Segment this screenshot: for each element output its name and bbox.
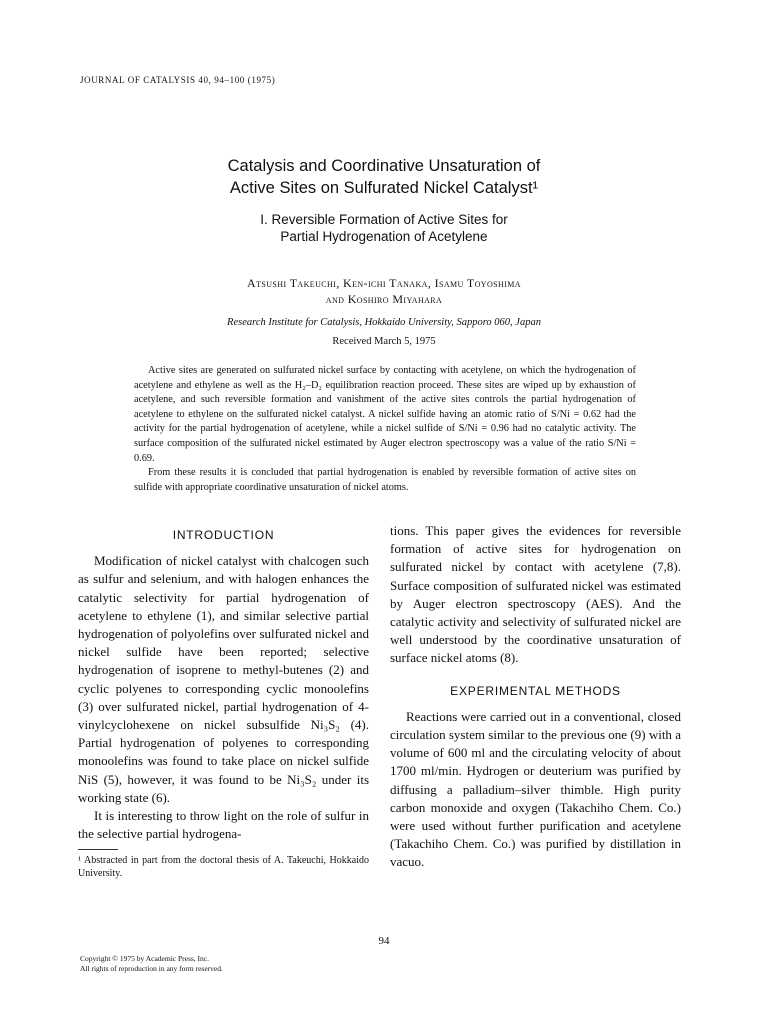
affiliation: Research Institute for Catalysis, Hokkaido University, Sapporo 060, Japan — [227, 317, 541, 328]
copyright-line-2: All rights of reproduction in any form reserved. — [80, 964, 223, 973]
journal-header: JOURNAL OF CATALYSIS 40, 94–100 (1975) — [80, 75, 276, 85]
left-column — [78, 522, 369, 880]
abstract — [134, 364, 636, 495]
footnote-divider — [78, 849, 118, 850]
title-line-1: Catalysis and Coordinative Unsaturation of — [227, 157, 541, 175]
abstract-paragraph-1: Active sites are generated on sulfurated nickel surface by contacting with acetylene, on which the hydrogenation of acetylene and ethylene as well as the H₂–D₂ equilibration reaction proceed. These sites are wiped up by exhaustion of acetylene, and such reversible formation and vanishment of the active sites controls the partial hydrogenation of acetylene to ethylene on the sulfurated nickel catalyst. A nickel sulfide having an atomic ratio of S/Ni = 0.62 had the activity for the partial hydrogenation of acetylene, while a nickel sulfide of S/Ni = 0.96 had no catalytic activity. The surface composition of the sulfurated nickel estimated by Auger electron spectroscopy was a value of the ratio S/Ni = 0.69. — [134, 365, 636, 464]
experimental-heading: EXPERIMENTAL METHODS — [450, 683, 621, 698]
subtitle — [120, 211, 648, 245]
introduction-paragraph-2: It is interesting to throw light on the role of sulfur in the selective partial hydrogena- — [78, 808, 369, 842]
introduction-paragraph-1: Modification of nickel catalyst with chalcogen such as sulfur and selenium, and with halogen enhances the catalytic selectivity for partial hydrogenation of acetylene to ethylene (1), and similar selective partial hydrogenation of polyolefins over sulfurated nickel and nickel sulfide have been reported; selective hydrogenation of isoprene to methyl-butenes (2) and cyclic polyenes to corresponding cyclic monoolefins (3) over sulfurated nickel, partial hydrogenation of 4-vinylcyclohexene on nickel subsulfide Ni₃S₂ (4). Partial hydrogenation of polyenes to corresponding monoolefins was found to take place on nickel sulfide NiS (5), however, it was found to be Ni₃S₂ under its working state (6). — [78, 553, 369, 805]
abstract-paragraph-2: From these results it is concluded that partial hydrogenation is enabled by reversible formation of active sites on sulfide with appropriate coordinative unsaturation of nickel atoms. — [134, 467, 636, 493]
authors-line-1: Atsushi Takeuchi, Ken-ichi Tanaka, Isamu Toyoshima — [247, 276, 521, 290]
subtitle-line-2: Partial Hydrogenation of Acetylene — [280, 229, 488, 244]
right-paragraph-1: tions. This paper gives the evidences for reversible formation of active sites for hydrogenation on sulfurated nickel by contact with acetylene (7,8). Surface composition of sulfurated nickel was estimated by Auger electron spectroscopy (AES). And the catalytic activity and selectivity of sulfurated nickel are well understood by the coordinative unsaturation of surface nickel atoms (8). — [390, 523, 681, 666]
copyright — [80, 954, 223, 974]
received-date: Received March 5, 1975 — [332, 336, 436, 347]
subtitle-line-1: I. Reversible Formation of Active Sites for — [260, 212, 508, 227]
right-column — [390, 522, 681, 872]
authors — [100, 275, 668, 307]
introduction-heading: INTRODUCTION — [172, 528, 275, 542]
title-block — [120, 155, 648, 245]
experimental-paragraph-1: Reactions were carried out in a conventional, closed circulation system similar to the previous one (9) with a volume of 600 ml and the circulating velocity of about 1700 ml/min. Hydrogen or deuterium was purified by diffusing a palladium–silver thimble. High purity carbon monoxide and oxygen (Takachiho Chem. Co.) were used without further purification and acetylene (Takachiho Chem. Co.) was purified by distillation in vacuo. — [390, 708, 681, 870]
page-number: 94 — [378, 935, 390, 947]
authors-line-2: and Koshiro Miyahara — [325, 292, 443, 306]
footnote: ¹ Abstracted in part from the doctoral thesis of A. Takeuchi, Hokkaido University. — [78, 855, 369, 880]
title-line-2: Active Sites on Sulfurated Nickel Catalyst¹ — [229, 179, 539, 197]
copyright-line-1: Copyright © 1975 by Academic Press, Inc. — [80, 954, 210, 963]
